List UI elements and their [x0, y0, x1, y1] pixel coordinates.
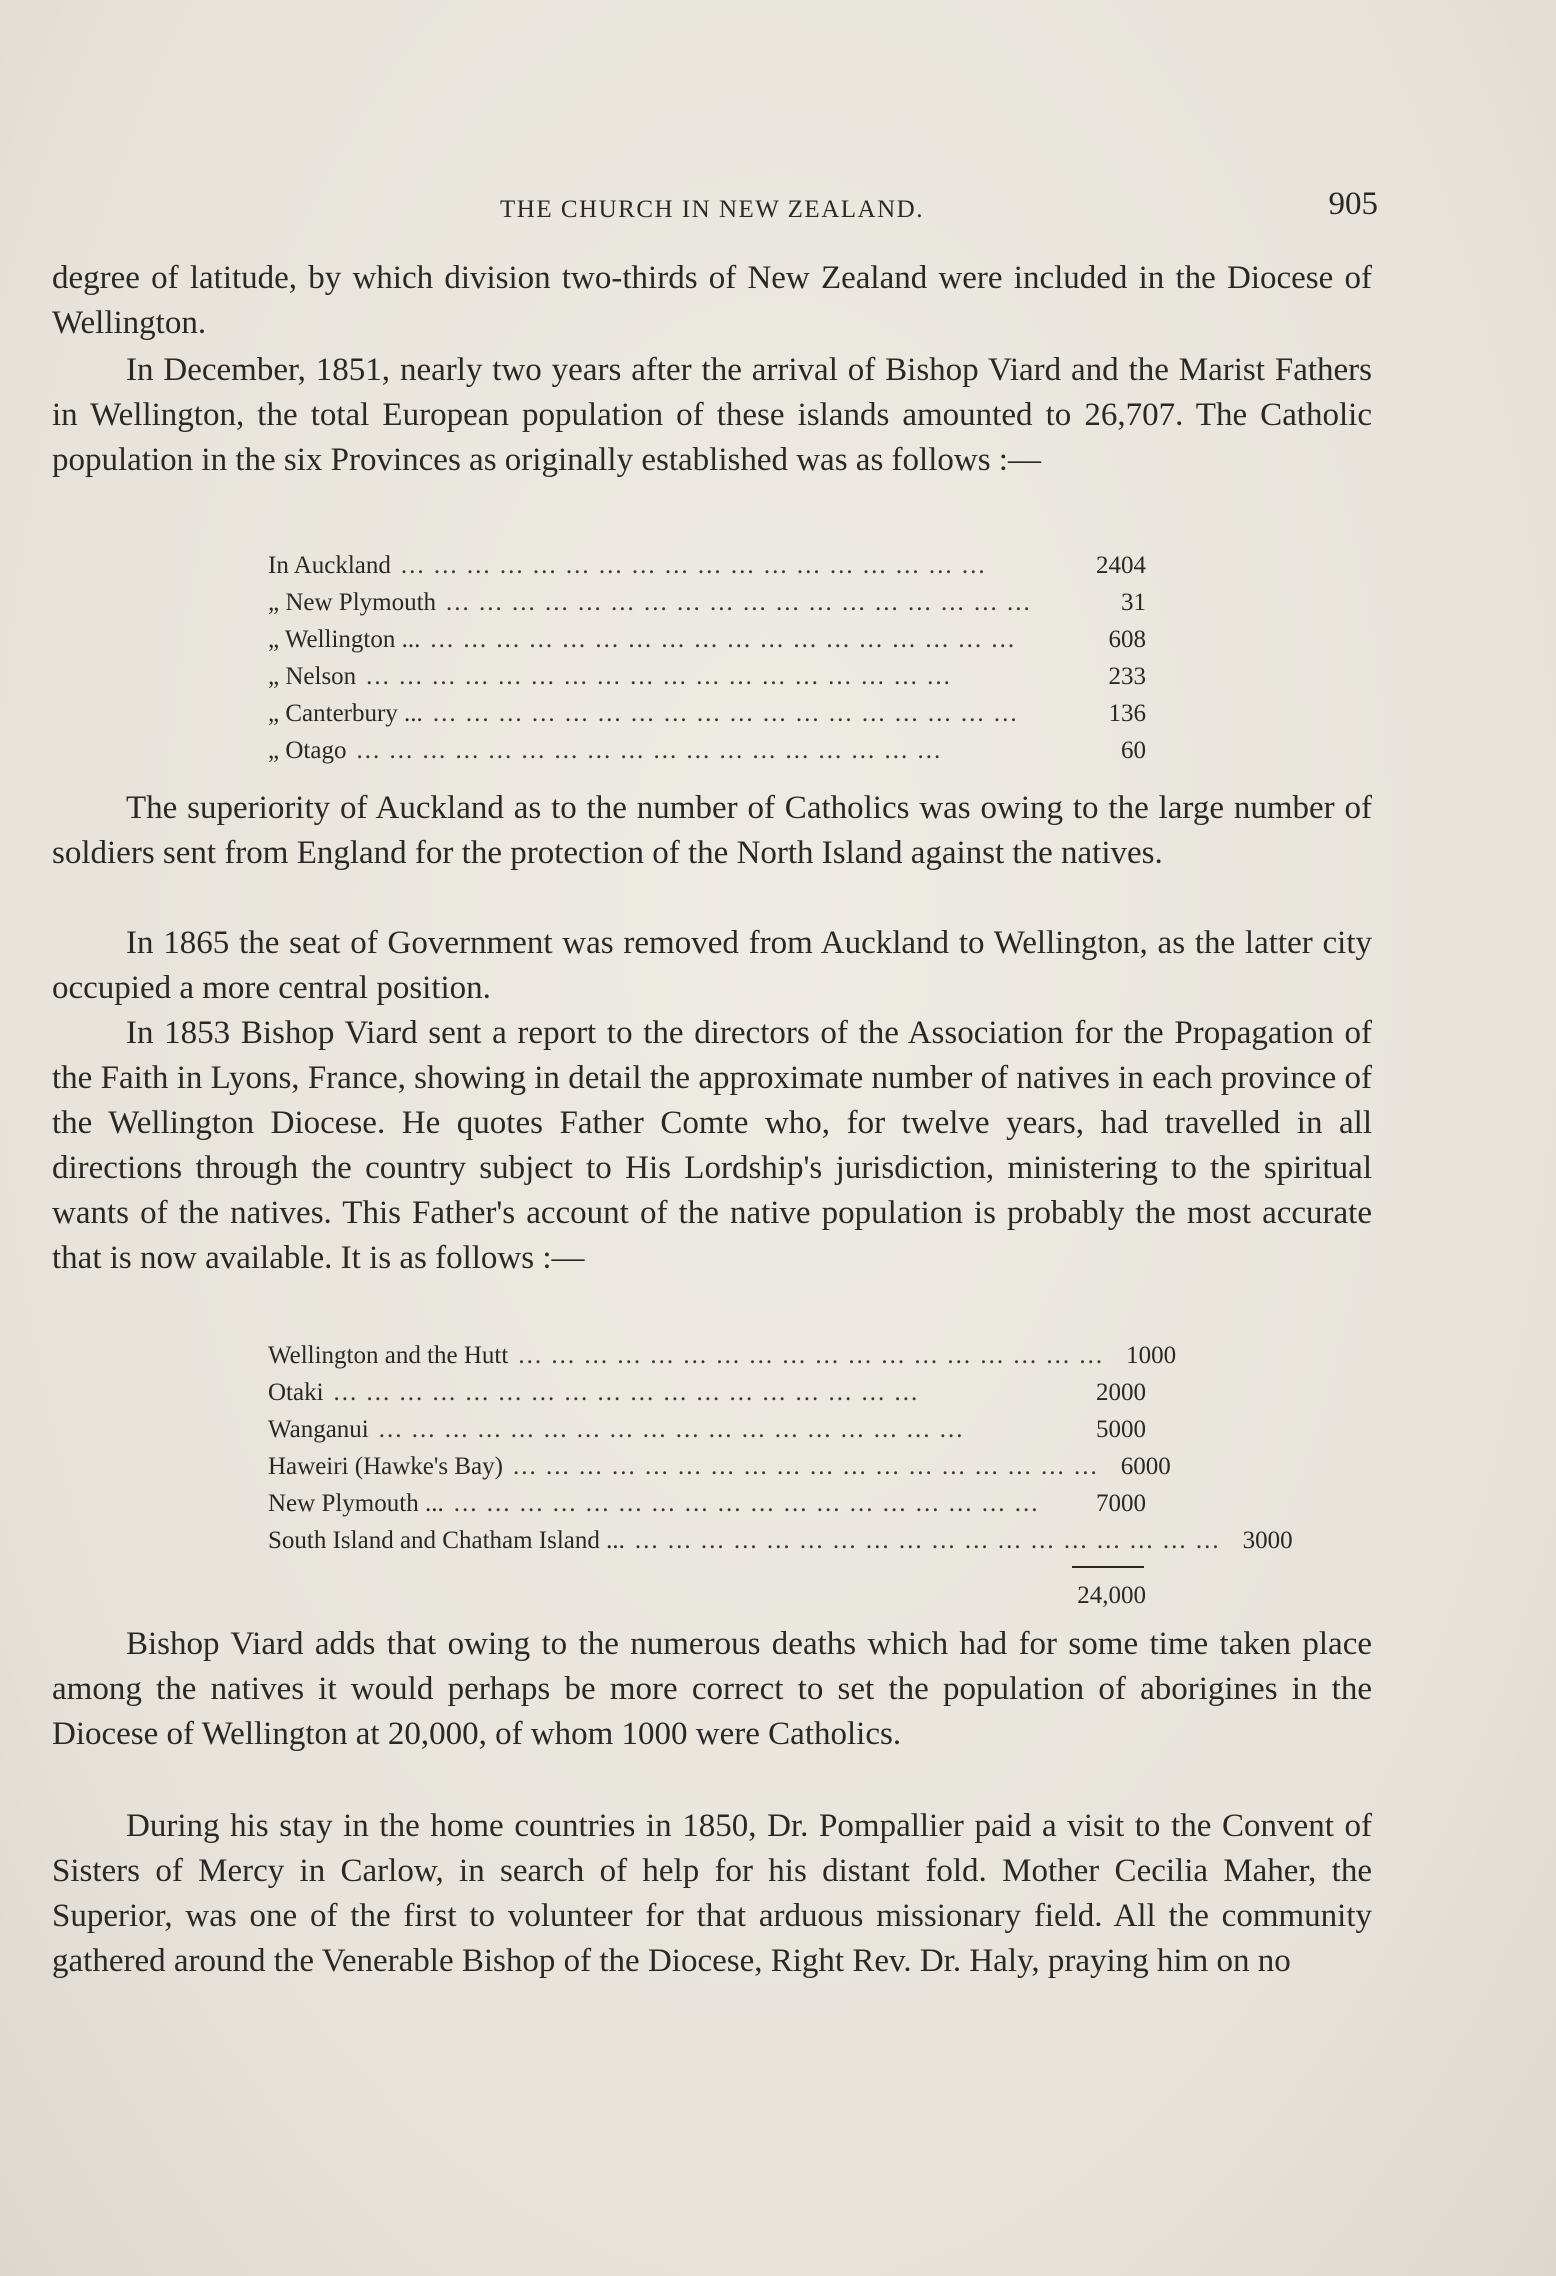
catholic-population-table: [268, 547, 1146, 769]
population-value: 3000: [1242, 1527, 1293, 1554]
page-number: 905: [1328, 186, 1378, 222]
province-label: „ Canterbury ...: [268, 700, 423, 727]
table-row: [268, 1337, 1177, 1374]
district-label: Haweiri (Hawke's Bay): [268, 1453, 503, 1480]
population-value: 5000: [1096, 1416, 1146, 1443]
table-row: [268, 1485, 1146, 1522]
province-label: „ Otago: [268, 737, 347, 764]
paragraph-viard-report: In 1853 Bishop Viard sent a report to the directors of the Association for the Propagation of the Faith in Lyons, France, showing in detail the approximate number of natives in each province of the Wellington Diocese. He quotes Father Comte who, for twelve years, had travelled in all directions through the country subject to His Lordship's jurisdiction, ministering to the spiritual wants of the natives. This Father's account of the native population is probably the most accurate that is now available. It is as follows :—: [52, 1015, 1372, 1276]
leader-dots: ... ... ... ... ... ... ... ... ... ... ... ... ... ... ... ... ... ...: [518, 1342, 1105, 1369]
table-row: [268, 621, 1146, 658]
population-value: 2000: [1096, 1379, 1146, 1406]
district-label: New Plymouth ...: [268, 1490, 444, 1517]
population-value: 6000: [1120, 1453, 1171, 1480]
leader-dots: ... ... ... ... ... ... ... ... ... ... ... ... ... ... ... ... ... ...: [446, 589, 1032, 616]
paragraph-latitude: degree of latitude, by which division two-thirds of New Zealand were included in the Diocese of Wellington.: [52, 260, 1372, 341]
table-row: [268, 732, 1146, 769]
paragraph-pompallier-visit: During his stay in the home countries in 1850, Dr. Pompallier paid a visit to the Convent of Sisters of Mercy in Carlow, in search of help for his distant fold. Mother Cecilia Maher, the Superior, was one of the first to volunteer for that arduous missionary field. All the community gathered around the Venerable Bishop of the Diocese, Right Rev. Dr. Haly, praying him on no: [52, 1808, 1372, 1979]
leader-dots: ... ... ... ... ... ... ... ... ... ... ... ... ... ... ... ... ... ...: [378, 1416, 965, 1443]
province-label: „ New Plymouth: [268, 589, 437, 616]
sum-rule: [1072, 1566, 1144, 1568]
population-value: 136: [1108, 700, 1146, 727]
population-value: 2404: [1096, 552, 1146, 579]
table-row: [268, 1448, 1171, 1485]
table-row: [268, 1411, 1146, 1448]
native-population-total: 24,000: [1077, 1582, 1146, 1609]
province-label: „ Wellington ...: [268, 626, 421, 653]
leader-dots: ... ... ... ... ... ... ... ... ... ... ... ... ... ... ... ... ... ...: [366, 663, 952, 690]
leader-dots: ... ... ... ... ... ... ... ... ... ... ... ... ... ... ... ... ... ...: [333, 1379, 920, 1406]
province-label: „ Nelson: [268, 663, 357, 690]
page-header: [52, 186, 1378, 236]
native-population-table: [268, 1337, 1293, 1559]
running-title: THE CHURCH IN NEW ZEALAND.: [500, 196, 924, 223]
leader-dots: ... ... ... ... ... ... ... ... ... ... ... ... ... ... ... ... ... ...: [634, 1527, 1221, 1554]
table-row: [268, 658, 1146, 695]
table-row: [268, 695, 1146, 732]
district-label: Wanganui: [268, 1416, 369, 1443]
leader-dots: ... ... ... ... ... ... ... ... ... ... ... ... ... ... ... ... ... ...: [400, 552, 987, 579]
paragraph-december-1851: In December, 1851, nearly two years after the arrival of Bishop Viard and the Marist Fathers in Wellington, the total European population of these islands amounted to 26,707. The Catholic population in the six Provinces as originally established was as follows :—: [52, 352, 1372, 478]
leader-dots: ... ... ... ... ... ... ... ... ... ... ... ... ... ... ... ... ... ...: [453, 1490, 1040, 1517]
population-value: 1000: [1126, 1342, 1177, 1369]
table-row: [268, 1374, 1146, 1411]
paragraph-seat-of-government: In 1865 the seat of Government was removed from Auckland to Wellington, as the latter city occupied a more central position.: [52, 925, 1372, 1006]
paragraph-viard-adds: Bishop Viard adds that owing to the numerous deaths which had for some time taken place among the natives it would perhaps be more correct to set the population of aborigines in the Diocese of Wellington at 20,000, of whom 1000 were Catholics.: [52, 1626, 1372, 1752]
leader-dots: ... ... ... ... ... ... ... ... ... ... ... ... ... ... ... ... ... ...: [356, 737, 943, 764]
table-row: [268, 1522, 1293, 1559]
paragraph-auckland-superiority: The superiority of Auckland as to the number of Catholics was owing to the large number of soldiers sent from England for the protection of the North Island against the natives.: [52, 790, 1372, 871]
district-label: Otaki: [268, 1379, 324, 1406]
population-value: 7000: [1096, 1490, 1146, 1517]
province-label: In Auckland: [268, 552, 391, 579]
population-value: 608: [1108, 626, 1146, 653]
leader-dots: ... ... ... ... ... ... ... ... ... ... ... ... ... ... ... ... ... ...: [432, 700, 1019, 727]
leader-dots: ... ... ... ... ... ... ... ... ... ... ... ... ... ... ... ... ... ...: [430, 626, 1017, 653]
leader-dots: ... ... ... ... ... ... ... ... ... ... ... ... ... ... ... ... ... ...: [512, 1453, 1099, 1480]
district-label: Wellington and the Hutt: [268, 1342, 509, 1369]
table-row: [268, 547, 1146, 584]
population-value: 60: [1121, 737, 1146, 764]
district-label: South Island and Chatham Island ...: [268, 1527, 625, 1554]
population-value: 233: [1108, 663, 1146, 690]
table-row: [268, 584, 1146, 621]
population-value: 31: [1121, 589, 1146, 616]
